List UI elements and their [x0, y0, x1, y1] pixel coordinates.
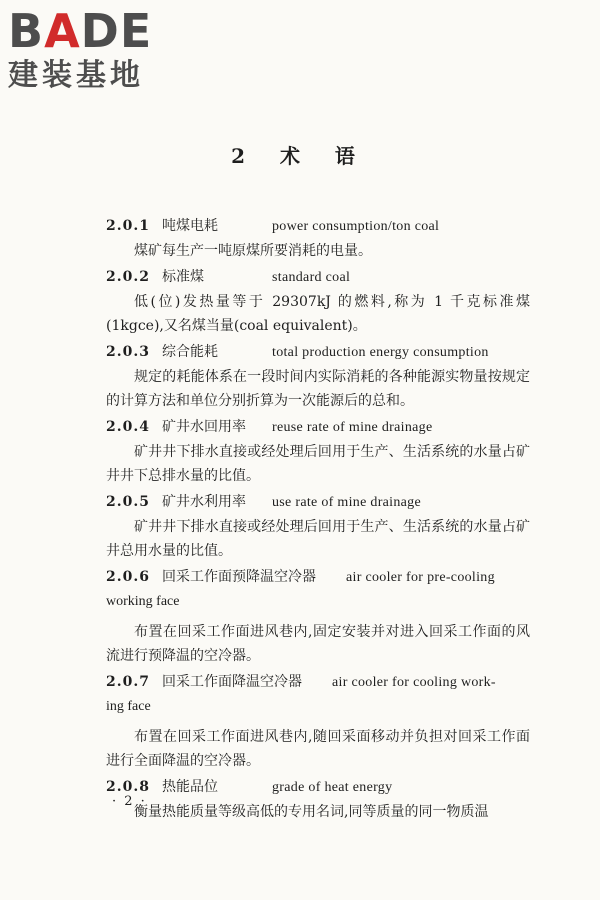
- term-entry: [106, 340, 530, 365]
- term-number: 2.0.5: [106, 494, 150, 510]
- section-heading: 2 术 语: [231, 144, 369, 168]
- term-english: standard coal: [272, 270, 351, 285]
- term-english: air cooler for pre-cooling: [346, 570, 495, 585]
- term-english: total production energy consumption: [272, 345, 489, 360]
- term-definition: 矿井井下排水直接或经处理后回用于生产、生活系统的水量占矿井总用水量的比值。: [106, 519, 530, 559]
- term-entry: [106, 775, 530, 800]
- term-chinese: 标准煤: [162, 269, 204, 285]
- term-definition: 规定的耗能体系在一段时间内实际消耗的各种能源实物量按规定的计算方法和单位分别折算为一次能源后的总和。: [106, 369, 530, 409]
- term-english: power consumption/ton coal: [272, 219, 440, 234]
- term-entry: [106, 265, 530, 290]
- term-english: reuse rate of mine drainage: [272, 420, 433, 435]
- term-chinese: 矿井水利用率: [162, 494, 246, 510]
- term-chinese: 回采工作面预降温空冷器: [162, 569, 316, 585]
- term-english: air cooler for cooling work-: [332, 675, 496, 690]
- term-number: 2.0.8: [106, 779, 150, 795]
- term-english: use rate of mine drainage: [272, 495, 421, 510]
- term-definition: 低(位)发热量等于 29307kJ 的燃料,称为 1 千克标准煤(1kgce),又名煤当量(coal equivalent)。: [106, 294, 530, 334]
- term-english-continuation: ing face: [106, 699, 151, 714]
- term-definition: 矿井井下排水直接或经处理后回用于生产、生活系统的水量占矿井井下总排水量的比值。: [106, 444, 530, 484]
- term-definition: 衡量热能质量等级高低的专用名词,同等质量的同一物质温: [134, 804, 489, 820]
- term-chinese: 矿井水回用率: [162, 419, 246, 435]
- page-number: · 2 ·: [112, 794, 147, 809]
- term-entry: [106, 670, 530, 695]
- term-number: 2.0.3: [106, 344, 150, 360]
- term-english: grade of heat energy: [272, 780, 393, 795]
- term-list: [106, 214, 530, 826]
- term-chinese: 回采工作面降温空冷器: [162, 674, 302, 690]
- term-number: 2.0.7: [106, 674, 150, 690]
- term-chinese: 热能品位: [162, 779, 218, 795]
- term-entry: [106, 214, 530, 239]
- term-definition: 布置在回采工作面进风巷内,固定安装并对进入回采工作面的风流进行预降温的空冷器。: [106, 624, 530, 664]
- term-entry: [106, 490, 530, 515]
- publisher-logo: [8, 6, 178, 94]
- term-number: 2.0.2: [106, 269, 150, 285]
- term-chinese: 综合能耗: [162, 344, 218, 360]
- term-entry: [106, 565, 530, 590]
- term-english-continuation: working face: [106, 594, 180, 609]
- term-number: 2.0.1: [106, 218, 150, 234]
- logo-wordmark: BADE: [8, 4, 153, 58]
- logo-subtitle: 建装基地: [8, 58, 144, 93]
- term-definition: 布置在回采工作面进风巷内,随回采面移动并负担对回采工作面进行全面降温的空冷器。: [106, 729, 530, 769]
- term-number: 2.0.4: [106, 419, 150, 435]
- term-entry: [106, 415, 530, 440]
- term-number: 2.0.6: [106, 569, 150, 585]
- term-definition: 煤矿每生产一吨原煤所要消耗的电量。: [134, 243, 372, 259]
- term-chinese: 吨煤电耗: [162, 218, 218, 234]
